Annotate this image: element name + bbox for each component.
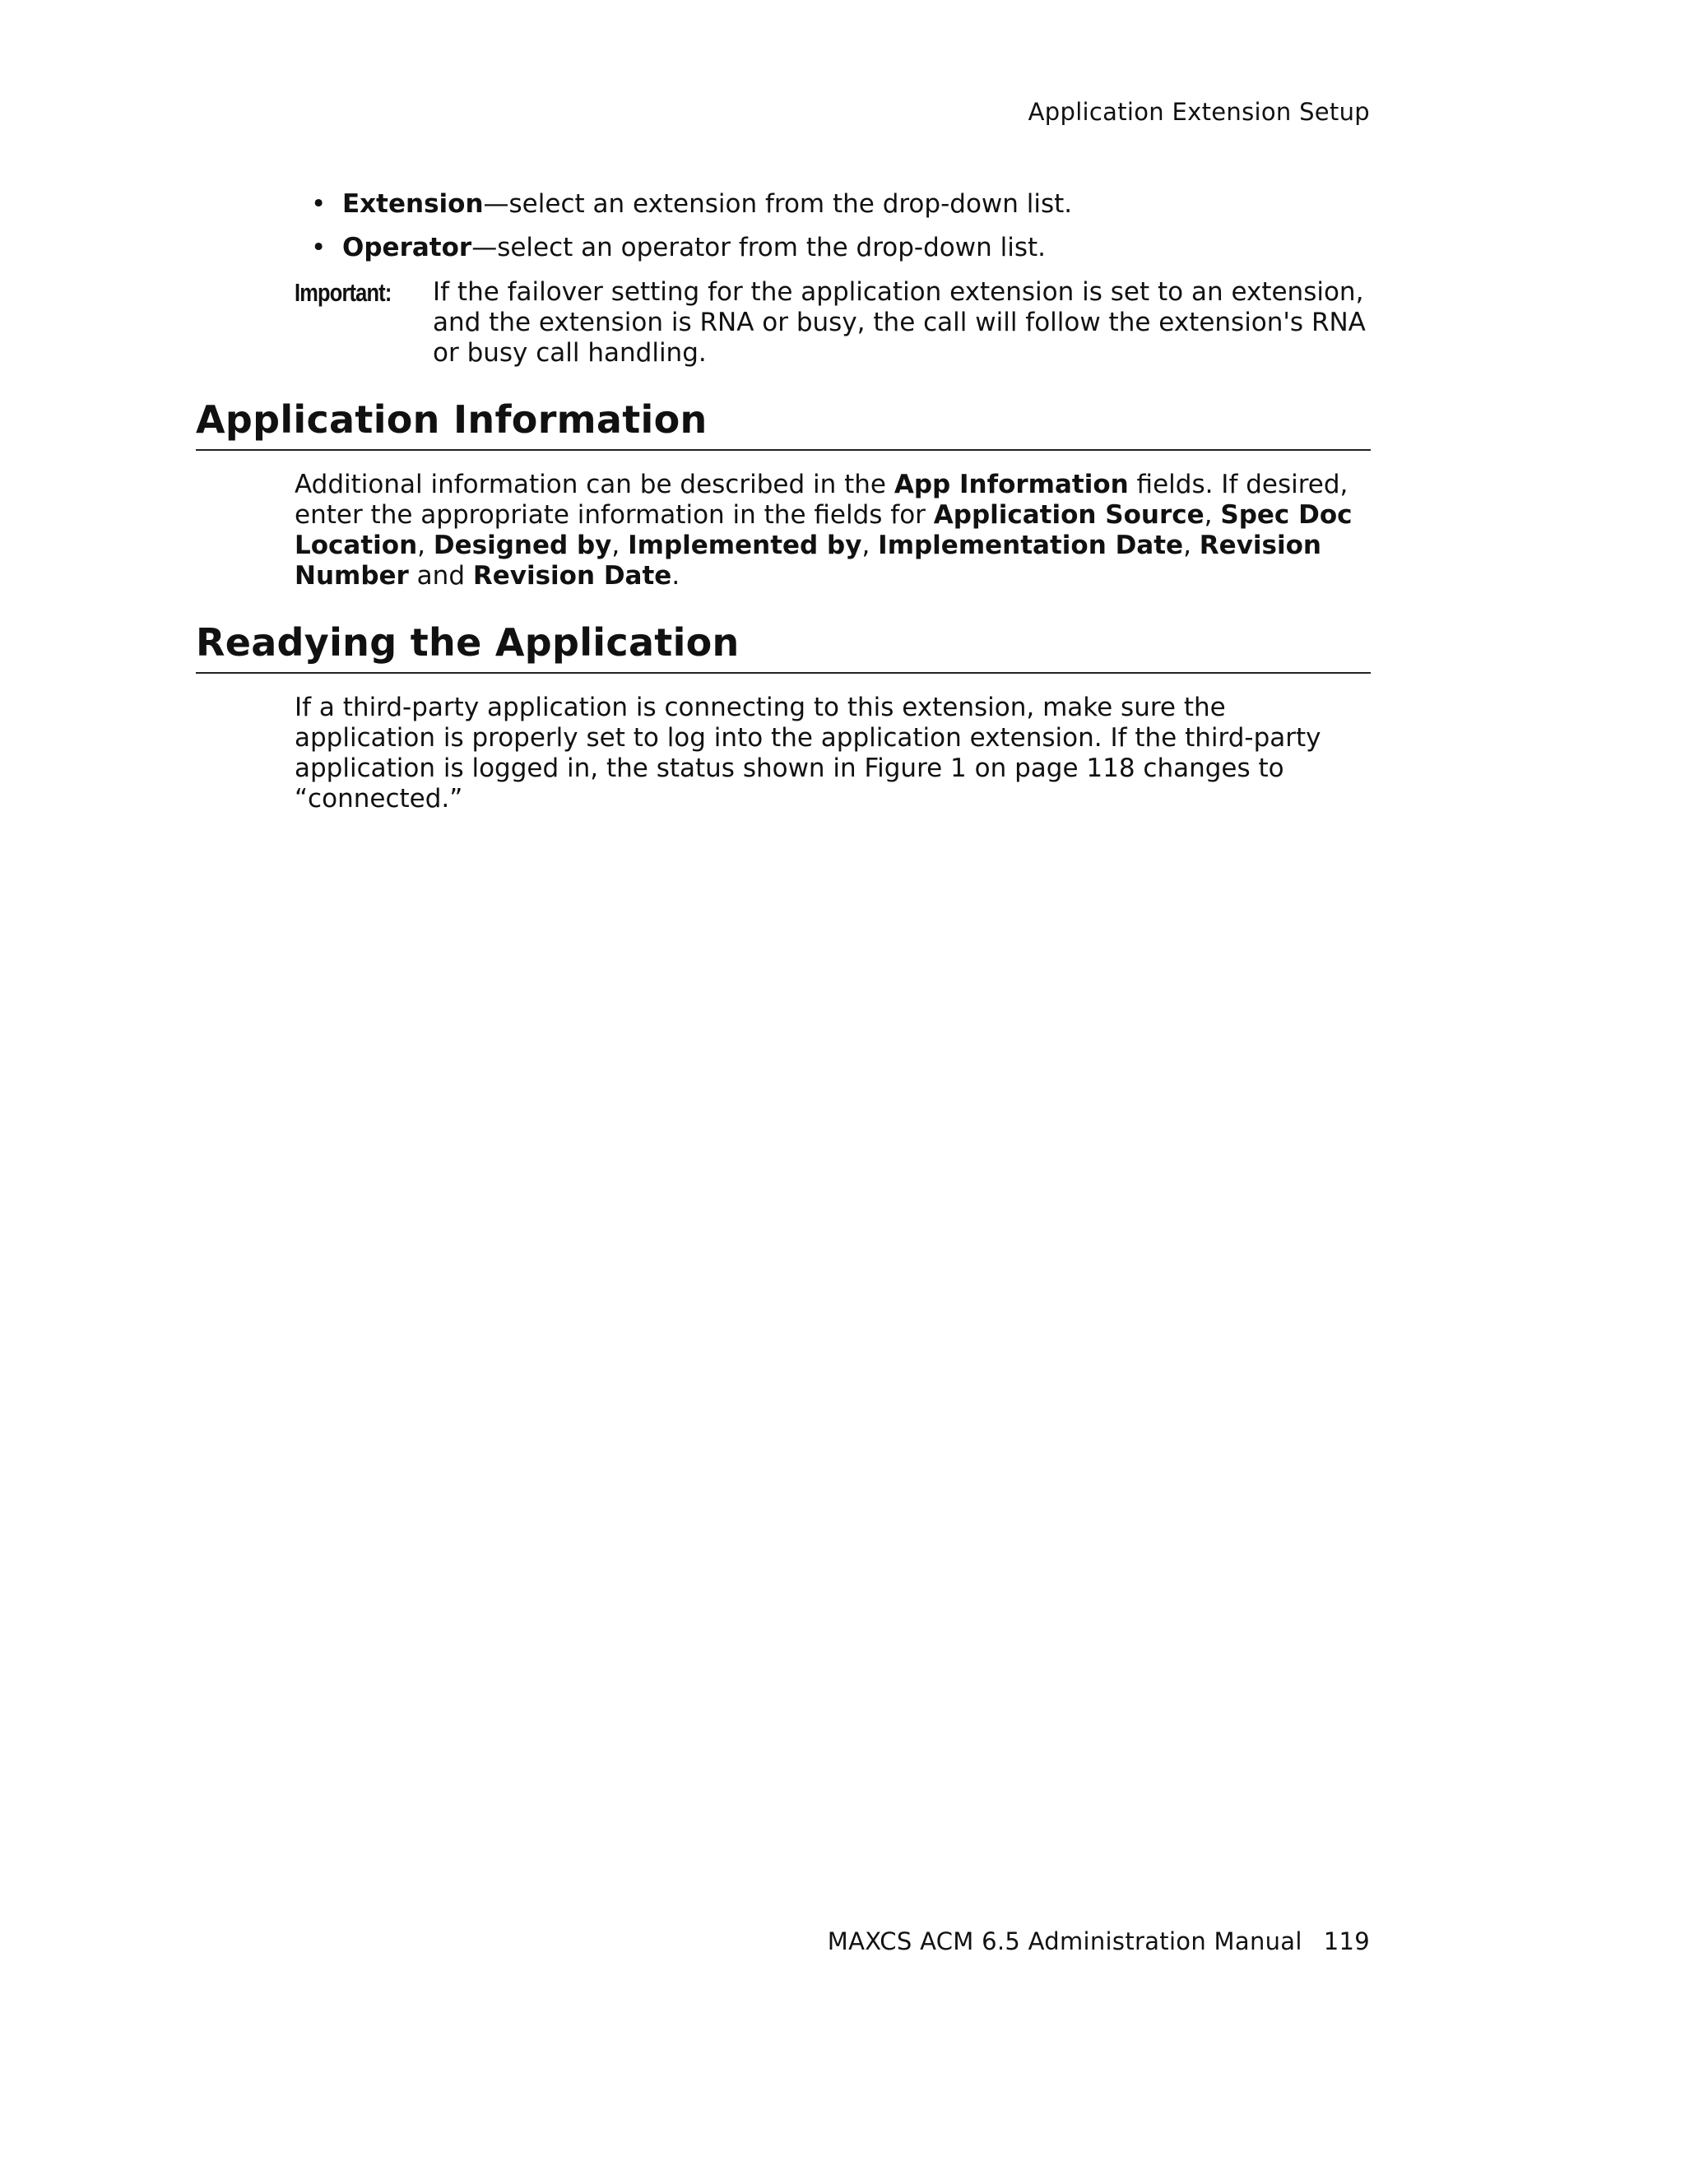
field-name: Spec Doc Location [295, 500, 1353, 560]
field-name: Implementation Date [878, 531, 1184, 560]
running-header: Application Extension Setup [1028, 98, 1370, 126]
bullet-description: —select an operator from the drop-down list. [471, 233, 1047, 262]
bullet-list [308, 188, 1377, 276]
important-label: Important: [295, 278, 392, 307]
section-heading-application-information: Application Information [196, 396, 1371, 451]
paragraph-text: , [417, 531, 434, 560]
bullet-term: Extension [342, 189, 484, 219]
bullet-term: Operator [342, 233, 472, 262]
section-heading-readying-the-application: Readying the Application [196, 619, 1371, 674]
field-name: Application Source [933, 500, 1205, 530]
paragraph-text: , [1204, 500, 1221, 530]
field-name: Implemented by [628, 531, 862, 560]
list-item [308, 188, 1377, 220]
field-name: Revision Date [472, 561, 672, 591]
paragraph-text: , [1183, 531, 1200, 560]
list-item [308, 232, 1377, 263]
paragraph-text: , [611, 531, 629, 560]
paragraph-text: , [861, 531, 879, 560]
page-footer [828, 1927, 1370, 1956]
field-name: Designed by [433, 531, 612, 560]
paragraph-text: . [671, 561, 680, 591]
bullet-marker: • [311, 233, 327, 262]
bullet-marker: • [311, 189, 327, 219]
paragraph-text: Additional information can be described in the [295, 470, 894, 499]
manual-title: MAXCS ACM 6.5 Administration Manual [827, 1927, 1302, 1955]
bullet-description: —select an extension from the drop-down list. [483, 189, 1073, 219]
application-information-paragraph [295, 470, 1372, 591]
readying-paragraph: If a third-party application is connecting to this extension, make sure the application is properly set to log into the application extension. If the third-party application is logged in, the status shown in Figure 1 on page 118 changes to “connected.” [295, 693, 1321, 814]
page-number: 119 [1323, 1927, 1370, 1955]
field-name: App Information [894, 470, 1129, 499]
paragraph-text: fields. If desired, enter the appropriate information in the fields for [295, 470, 1348, 530]
paragraph-text: and [408, 561, 473, 591]
important-text: If the failover setting for the application extension is set to an extension, and the extension is RNA or busy, the call will follow the extension's RNA or busy call handling. [433, 277, 1366, 368]
field-name: Revision Number [295, 531, 1321, 591]
